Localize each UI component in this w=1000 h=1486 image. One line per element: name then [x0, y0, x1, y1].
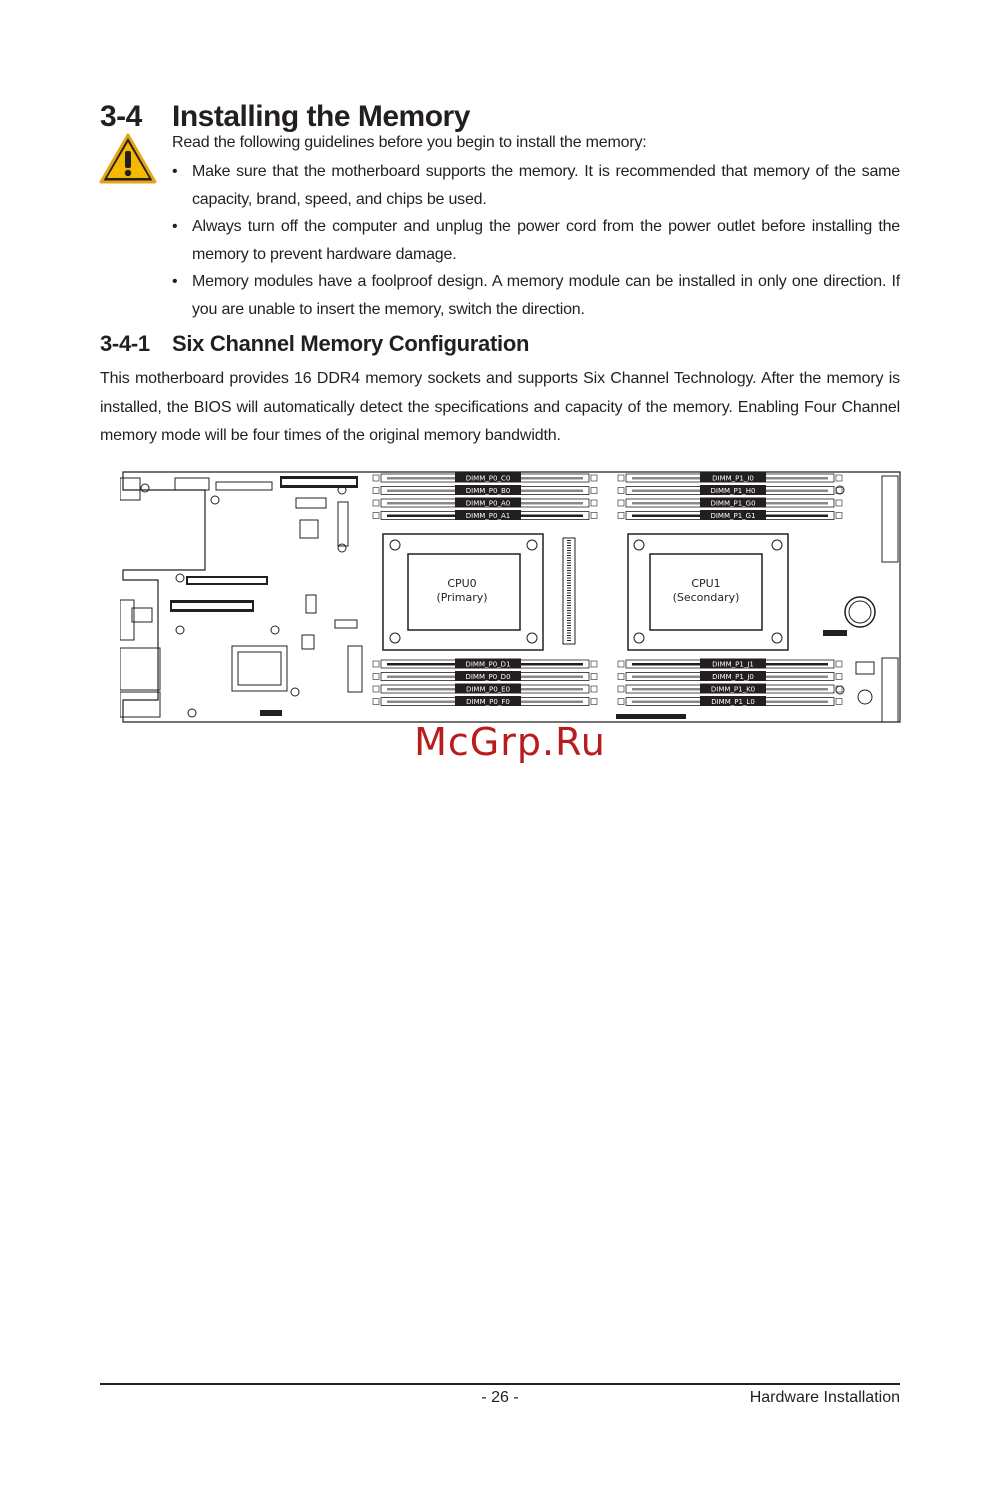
list-item: • Always turn off the computer and unplug the power cord from the power outlet before installing the memory to prevent hardware damage.	[172, 218, 900, 263]
dimm-label: DIMM_P0_D0	[465, 673, 511, 681]
cpu0-label: CPU0	[447, 577, 477, 590]
cpu1-role: (Secondary)	[672, 591, 740, 604]
watermark: McGrp.Ru	[414, 720, 606, 764]
warning-icon	[99, 133, 157, 185]
guideline-list	[172, 158, 900, 323]
subsection-number: 3-4-1	[100, 331, 150, 356]
dimm-label: DIMM_P0_C0	[465, 474, 511, 483]
intro-text: Read the following guidelines before you begin to install the memory:	[172, 134, 647, 151]
cpu1-label: CPU1	[691, 577, 721, 590]
list-item: • Memory modules have a foolproof design. A memory module can be installed in only one direction. If you are unable to insert the memory, switch the direction.	[172, 273, 900, 318]
dimm-label: DIMM_P0_E0	[465, 685, 511, 694]
page-number: - 26 -	[481, 1389, 519, 1406]
dimm-label: DIMM_P1_H0	[710, 487, 756, 495]
dimm-label: DIMM_P1_J0	[712, 673, 754, 681]
dimm-label: DIMM_P0_A0	[465, 499, 511, 508]
section-number: 3-4	[100, 100, 142, 133]
list-item: • Make sure that the motherboard supports the memory. It is recommended that memory of the same capacity, brand, speed, and chips be used.	[172, 163, 900, 208]
dimm-label: DIMM_P1_G1	[710, 512, 756, 520]
section-title: Installing the Memory	[172, 100, 470, 133]
subsection-title: Six Channel Memory Configuration	[172, 331, 530, 356]
dimm-label: DIMM_P1_I0	[712, 474, 754, 483]
section-heading	[100, 100, 470, 134]
body-paragraph: This motherboard provides 16 DDR4 memory sockets and supports Six Channel Technology. After the memory is installed, the BIOS will automatically detect the specifications and capacity of the memory. Enabling Four Channel memory mode will be four times of the original memory bandwidth.	[100, 370, 900, 444]
dimm-label: DIMM_P1_G0	[710, 499, 756, 508]
subsection-heading	[100, 331, 529, 357]
motherboard-diagram	[120, 470, 902, 724]
cpu0-role: (Primary)	[436, 591, 488, 604]
dimm-label: DIMM_P0_D1	[465, 660, 511, 669]
dimm-label: DIMM_P1_K0	[710, 685, 756, 694]
dimm-label: DIMM_P1_J1	[712, 660, 754, 669]
dimm-label: DIMM_P0_A1	[465, 512, 511, 520]
footer-rule	[100, 1383, 900, 1385]
chapter-name: Hardware Installation	[749, 1389, 900, 1406]
dimm-label: DIMM_P0_B0	[465, 487, 511, 495]
dimm-label: DIMM_P1_L0	[711, 698, 755, 706]
dimm-label: DIMM_P0_F0	[466, 698, 510, 706]
